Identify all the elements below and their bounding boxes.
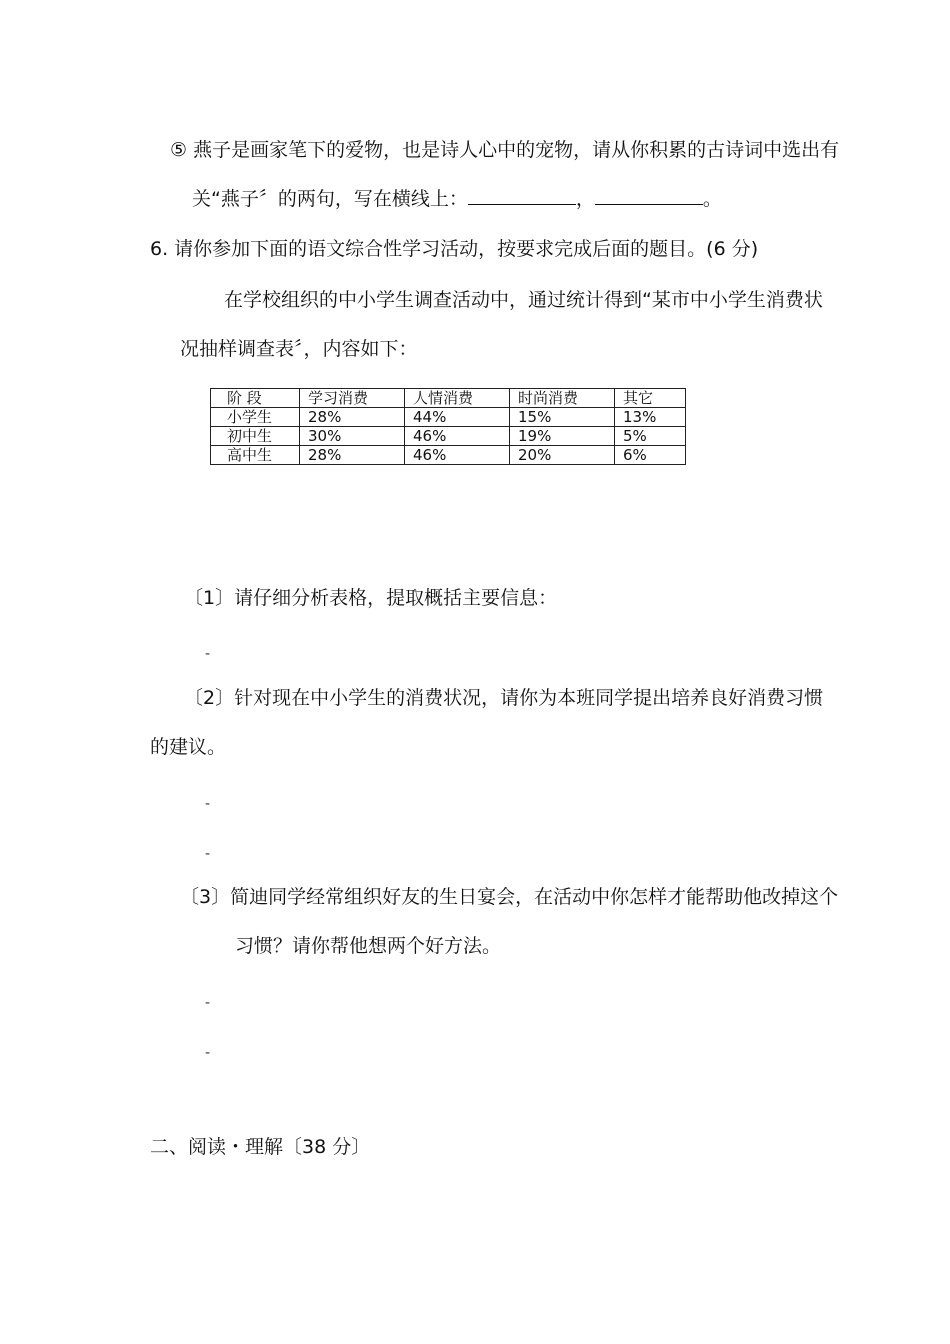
table-header-cell: 时尚消费 [510, 389, 615, 408]
q5-item-line2 [192, 187, 722, 211]
answer-line-2[interactable]: - [205, 796, 211, 812]
table-cell: 小学生 [211, 408, 300, 427]
table-cell: 28% [300, 446, 405, 465]
table-header-cell: 学习消费 [300, 389, 405, 408]
q6-title: 6. 请你参加下面的语文综合性学习活动，按要求完成后面的题目。(6 分) [150, 238, 759, 260]
table-header-row [211, 389, 686, 408]
q5-separator: ， [575, 188, 595, 210]
section2-title: 二、阅读・理解〔38 分〕 [150, 1136, 371, 1158]
q6-sub3-line2: 习惯？请你帮他想两个好方法。 [235, 935, 502, 957]
table-cell: 6% [615, 446, 686, 465]
table-row [211, 427, 686, 446]
table-cell: 5% [615, 427, 686, 446]
table-cell: 44% [405, 408, 510, 427]
answer-line-3[interactable]: - [205, 846, 211, 862]
table-cell: 28% [300, 408, 405, 427]
table-header-cell: 阶 段 [211, 389, 300, 408]
table-header-cell: 人情消费 [405, 389, 510, 408]
answer-blank-1[interactable] [468, 188, 576, 205]
table-cell: 初中生 [211, 427, 300, 446]
consumption-survey-table [210, 388, 686, 465]
answer-blank-2[interactable] [595, 188, 703, 205]
q6-sub1: 〔1〕请仔细分析表格，提取概括主要信息： [184, 587, 558, 609]
table-cell: 高中生 [211, 446, 300, 465]
q5-item-prefix: 关“燕子〞的两句，写在横线上： [192, 188, 468, 210]
answer-line-5[interactable]: - [205, 1045, 211, 1061]
answer-line-4[interactable]: - [205, 995, 211, 1011]
table-row [211, 446, 686, 465]
table-cell: 20% [510, 446, 615, 465]
table-cell: 46% [405, 446, 510, 465]
q6-intro-line1: 在学校组织的中小学生调查活动中，通过统计得到“某市中小学生消费状 [224, 289, 823, 311]
table-cell: 19% [510, 427, 615, 446]
table-cell: 46% [405, 427, 510, 446]
table-cell: 15% [510, 408, 615, 427]
table-header-cell: 其它 [615, 389, 686, 408]
q5-item-line1: ⑤ 燕子是画家笔下的爱物，也是诗人心中的宠物，请从你积累的古诗词中选出有 [170, 139, 840, 161]
table-cell: 30% [300, 427, 405, 446]
table-row [211, 408, 686, 427]
q5-end: 。 [702, 188, 722, 210]
q6-sub2-line1: 〔2〕针对现在中小学生的消费状况，请你为本班同学提出培养良好消费习惯 [184, 687, 824, 709]
table-cell: 13% [615, 408, 686, 427]
answer-line-1[interactable]: - [205, 646, 211, 662]
q6-sub3-line1: 〔3〕简迪同学经常组织好友的生日宴会，在活动中你怎样才能帮助他改掉这个 [180, 886, 839, 908]
q6-intro-line2: 况抽样调查表〞，内容如下： [180, 338, 418, 360]
q6-sub2-line2: 的建议。 [150, 736, 227, 758]
